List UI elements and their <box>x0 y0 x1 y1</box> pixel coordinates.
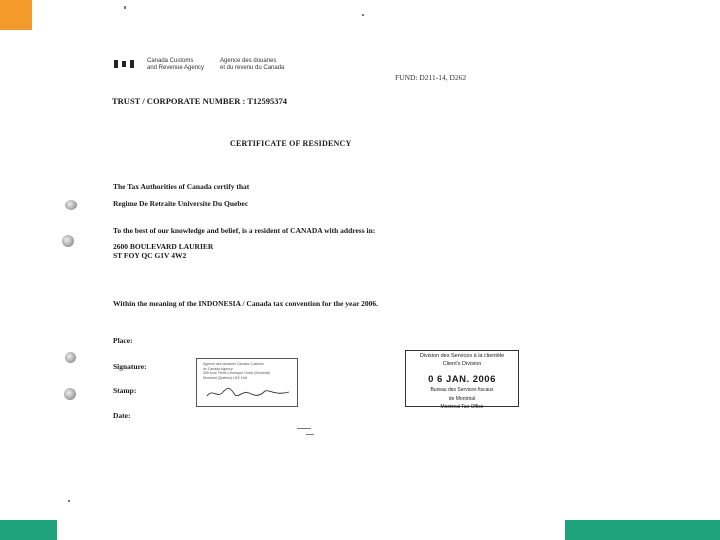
stamp-label: Stamp: <box>113 386 137 395</box>
handwritten-signature <box>205 387 291 399</box>
address-line-2: ST FOY QC G1V 4W2 <box>113 251 187 260</box>
residency-statement: To the best of our knowledge and belief, is a resident of CANADA with address in: <box>113 226 376 235</box>
fund-reference: FUND: D211-14, D262 <box>395 73 467 82</box>
scan-speck <box>124 6 126 9</box>
scan-speck <box>68 500 70 502</box>
punch-hole-mark <box>65 352 76 363</box>
entity-name: Regime De Retraite Universite Du Quebec <box>113 199 249 208</box>
scan-speck <box>306 434 314 435</box>
signature-label: Signature: <box>113 362 147 371</box>
convention-statement: Within the meaning of the INDONESIA / Canada tax convention for the year 2006. <box>113 299 379 308</box>
stamp-date: 0 6 JAN. 2006 <box>428 374 496 385</box>
scan-speck <box>297 428 311 429</box>
address-line-1: 2600 BOULEVARD LAURIER <box>113 242 214 251</box>
date-label: Date: <box>113 411 131 420</box>
place-label: Place: <box>113 336 133 345</box>
tax-office-date-stamp: Division des Services à la clientèle Client's Division 0 6 JAN. 2006 Bureau des Services fiscaux de Montréal Montreal Tax Office <box>405 350 519 407</box>
canada-flag-icon <box>114 60 134 68</box>
punch-hole-mark <box>62 235 74 247</box>
punch-hole-mark <box>65 200 77 210</box>
punch-hole-mark <box>64 388 76 400</box>
trust-number: TRUST / CORPORATE NUMBER : T12595374 <box>112 96 287 106</box>
scan-speck <box>362 14 364 16</box>
certify-statement: The Tax Authorities of Canada certify that <box>113 182 250 191</box>
certificate-title: CERTIFICATE OF RESIDENCY <box>230 139 352 148</box>
agency-name-english: Canada Customs and Revenue Agency <box>147 58 205 71</box>
official-seal-stamp: Agence des douanes Canada Customs du Canada Agency 305 boul. René-Lévesque Ouest (Montréal) Montréal (Québec) H2Z 1A6 <box>196 358 298 407</box>
agency-name-french: Agence des douanes et du revenu du Canada <box>220 58 285 71</box>
